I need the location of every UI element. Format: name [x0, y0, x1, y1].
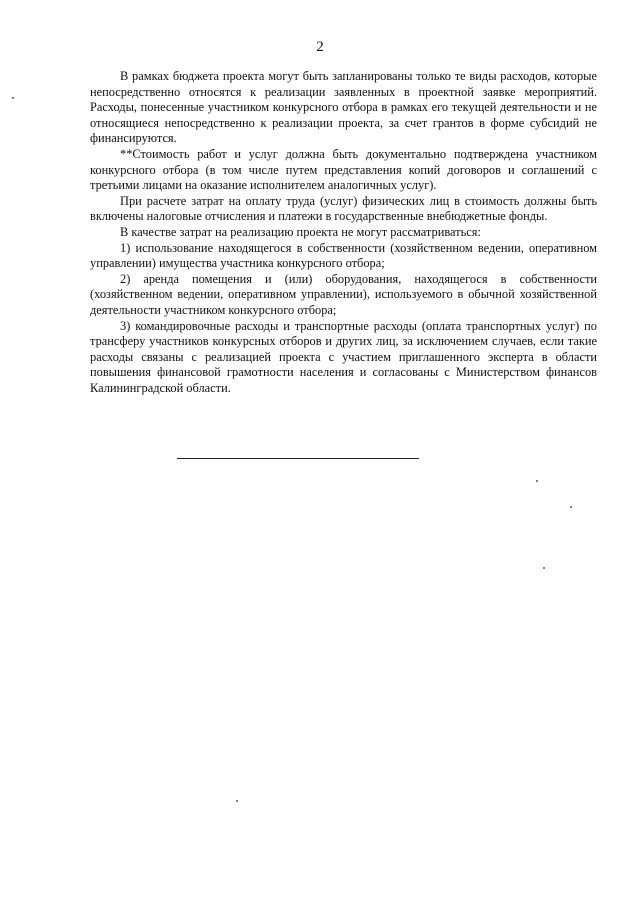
document-body [90, 69, 597, 396]
paragraph-cost-confirmation: **Стоимость работ и услуг должна быть документально подтверждена участником конкурсного отбора (в том числе путем представления копий договоров и соглашений с третьими лицами на оказание исполнителем аналогичных услуг). [90, 146, 597, 193]
list-item-travel-expenses: 3) командировочные расходы и транспортные расходы (оплата транспортных услуг) по трансферу участников конкурсных отборов и других лиц, за исключением случаев, если такие расходы связаны с реализацией проекта с участием приглашенного эксперта в области повышения финансовой грамотности населения и согласованы с Министерством финансов Калининградской области. [90, 318, 597, 395]
list-item-property-use: 1) использование находящегося в собственности (хозяйственном ведении, оперативном управлении) имущества участника конкурсного отбора; [90, 240, 597, 271]
scan-speck [536, 480, 538, 482]
scan-speck [12, 97, 14, 99]
end-divider-line [177, 458, 419, 459]
scan-speck [570, 506, 572, 508]
paragraph-budget-scope: В рамках бюджета проекта могут быть запланированы только те виды расходов, которые непосредственно относятся к реализации заявленных в проектной заявке мероприятий. Расходы, понесенные участником конкурсного отбора в рамках его текущей деятельности и не относящиеся непосредственно к реализации проекта, за счет грантов в форме субсидий не финансируются. [90, 69, 597, 146]
scan-speck [543, 567, 545, 569]
list-item-rent: 2) аренда помещения и (или) оборудования, находящегося в собственности (хозяйственном ведении, оперативном управлении), используемого в обычной хозяйственной деятельности участником конкурсного отбора; [90, 271, 597, 317]
paragraph-labor-costs: При расчете затрат на оплату труда (услуг) физических лиц в стоимость должны быть включены налоговые отчисления и платежи в государственные внебюджетные фонды. [90, 193, 597, 224]
page-number: 2 [316, 39, 324, 55]
paragraph-excluded-costs-intro: В качестве затрат на реализацию проекта не могут рассматриваться: [120, 224, 481, 239]
scan-speck [236, 800, 238, 802]
